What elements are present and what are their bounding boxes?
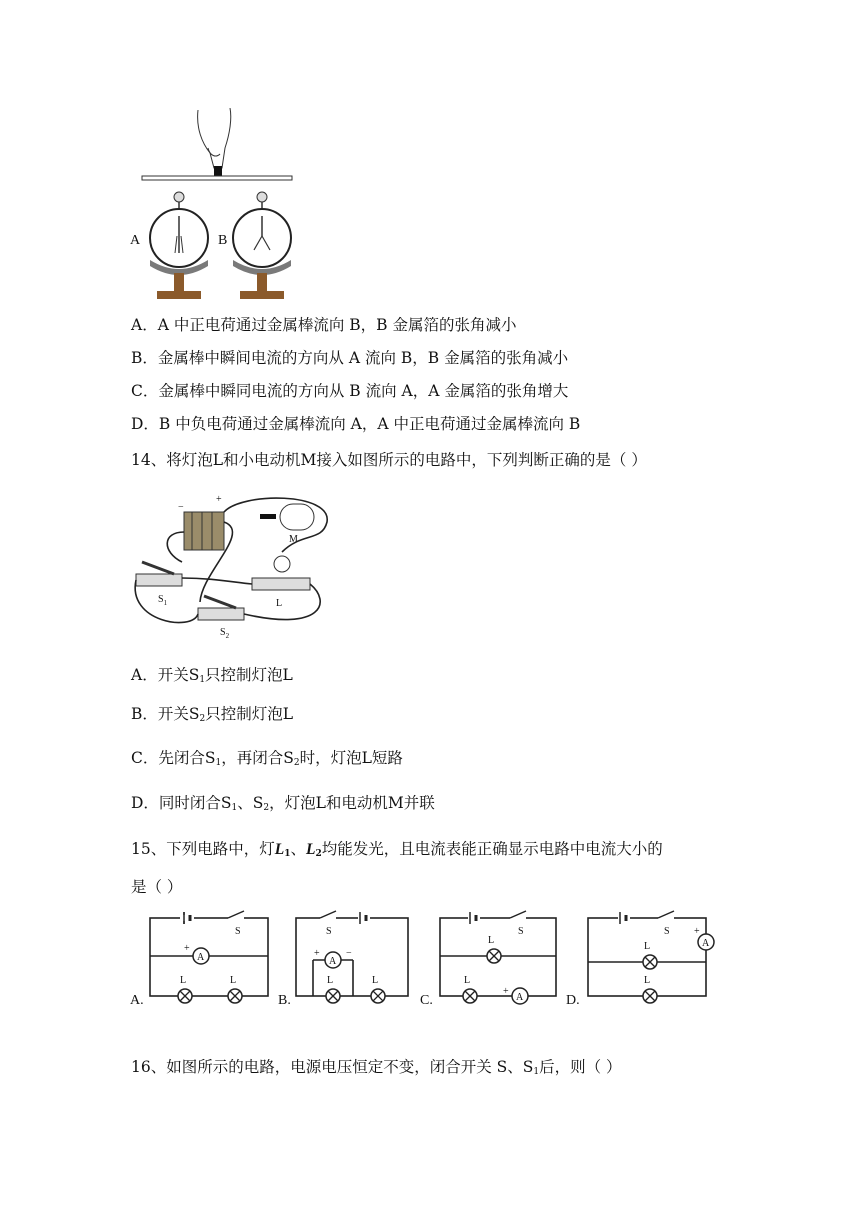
svg-text:S: S — [664, 926, 670, 937]
circuit-d-label: D. — [566, 993, 580, 1008]
svg-text:A: A — [516, 992, 524, 1003]
circuit-a — [150, 911, 268, 1003]
svg-text:A: A — [329, 956, 337, 967]
circuit-c — [440, 911, 556, 1004]
q15-stem-line2: 是（ ） — [131, 878, 183, 896]
svg-text:+: + — [694, 926, 700, 937]
q14-option-a: A．开关$S_1$只控制灯泡L — [131, 666, 293, 685]
q16-stem: 16、如图所示的电路，电源电压恒定不变，闭合开关 S、$S_1$后，则（ ） — [131, 1058, 622, 1077]
svg-text:+: + — [503, 986, 509, 997]
svg-text:L: L — [327, 975, 334, 986]
svg-text:S: S — [326, 926, 332, 937]
svg-text:L: L — [464, 975, 471, 986]
q14-stem: 14、将灯泡L和小电动机M接入如图所示的电路中，下列判断正确的是（ ） — [131, 451, 647, 469]
circuit-b-label: B. — [278, 993, 291, 1008]
electroscope-figure — [130, 108, 300, 303]
q15-stem: 15、下列电路中，灯$L_1$、$L_2$均能发光，且电流表能正确显示电路中电流大小的 — [131, 840, 663, 859]
ammeter-label: A — [197, 952, 205, 963]
label-b: B — [218, 233, 228, 248]
q14-option-d: D．同时闭合$S_1$、$S_2$，灯泡L和电动机M并联 — [131, 794, 435, 813]
q13-option-a: A．A 中正电荷通过金属棒流向 B，B 金属箔的张角减小 — [131, 316, 517, 334]
lamp-label: L — [230, 975, 237, 986]
svg-text:L: L — [488, 935, 495, 946]
battery-plus: + — [216, 494, 222, 505]
q14-circuit-figure — [132, 492, 337, 640]
svg-text:L: L — [644, 975, 651, 986]
circuit-c-label: C. — [420, 993, 433, 1008]
q13-option-c: C．金属棒中瞬同电流的方向从 B 流向 A，A 金属箔的张角增大 — [131, 382, 569, 400]
motor-label: M — [289, 534, 298, 545]
label-a: A — [130, 233, 141, 248]
svg-text:+: + — [314, 948, 320, 959]
q14-option-b: B．开关$S_2$只控制灯泡L — [131, 705, 294, 724]
battery-minus: − — [178, 502, 184, 513]
svg-text:A: A — [702, 938, 710, 949]
circuit-d — [588, 911, 714, 1003]
svg-text:+: + — [184, 943, 190, 954]
circuit-a-label: A. — [130, 993, 144, 1008]
circuit-b — [296, 911, 408, 1003]
q15-circuits — [128, 906, 728, 1010]
q13-option-b: B．金属棒中瞬间电流的方向从 A 流向 B，B 金属箔的张角减小 — [131, 349, 569, 367]
q14-option-c: C．先闭合$S_1$，再闭合$S_2$时，灯泡L短路 — [131, 749, 403, 768]
q13-option-d: D．B 中负电荷通过金属棒流向 A，A 中正电荷通过金属棒流向 B — [131, 415, 581, 433]
lamp-label: L — [276, 598, 283, 609]
svg-text:L: L — [372, 975, 379, 986]
s1-label: $S_1$ — [158, 594, 168, 607]
svg-text:−: − — [346, 948, 352, 959]
s2-label: $S_2$ — [220, 627, 230, 640]
svg-text:L: L — [644, 941, 651, 952]
svg-text:S: S — [518, 926, 524, 937]
switch-label: S — [235, 926, 241, 937]
lamp-label: L — [180, 975, 187, 986]
